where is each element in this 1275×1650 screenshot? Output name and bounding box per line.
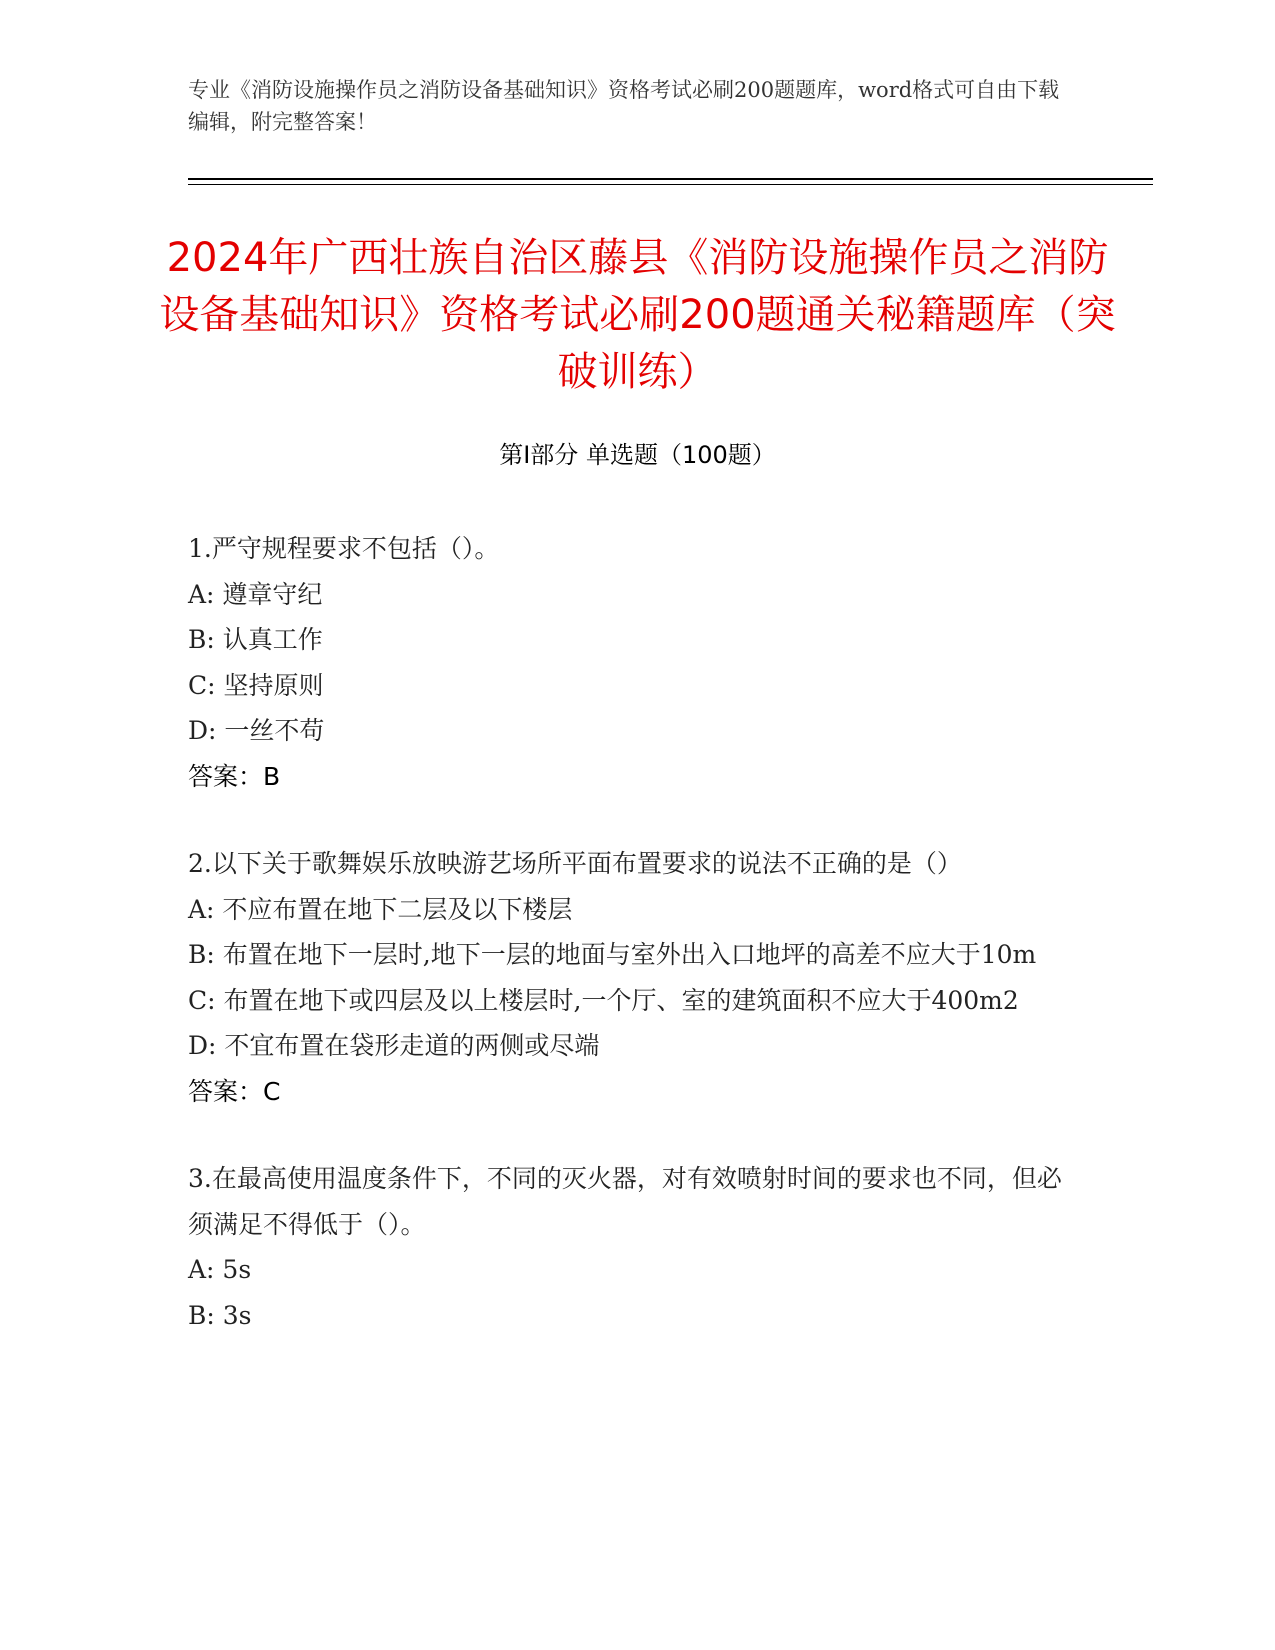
option-a: A: 遵章守纪 (188, 579, 323, 609)
question-list (188, 526, 1068, 1380)
question-2 (188, 841, 1068, 1114)
section-heading: 第Ⅰ部分 单选题（100题） (499, 441, 776, 469)
header-note: 专业《消防设施操作员之消防设备基础知识》资格考试必刷200题题库，word格式可自由下载编辑，附完整答案！ (188, 78, 1060, 134)
document-title: 2024年广西壮族自治区藤县《消防设施操作员之消防设备基础知识》资格考试必刷200题通关秘籍题库（突破训练） (159, 235, 1116, 395)
option-c: C: 坚持原则 (188, 670, 324, 700)
question-stem: 3.在最高使用温度条件下，不同的灭火器，对有效喷射时间的要求也不同，但必须满足不得低于（）。 (188, 1164, 1062, 1239)
question-1 (188, 526, 1068, 799)
question-stem: 1.严守规程要求不包括（）。 (188, 534, 500, 563)
header-rule-thin (188, 184, 1153, 185)
header-rule-thick (188, 178, 1153, 180)
question-3 (188, 1156, 1068, 1338)
option-a: A: 5s (188, 1255, 252, 1284)
question-stem: 2.以下关于歌舞娱乐放映游艺场所平面布置要求的说法不正确的是（） (188, 849, 962, 878)
answer: 答案：B (188, 761, 281, 791)
option-b: B: 3s (188, 1300, 252, 1330)
option-b: B: 认真工作 (188, 625, 323, 654)
option-d: D: 不宜布置在袋形走道的两侧或尽端 (188, 1031, 600, 1060)
option-b: B: 布置在地下一层时,地下一层的地面与室外出入口地坪的高差不应大于10m (188, 940, 1037, 969)
answer: 答案：C (188, 1076, 281, 1106)
option-c: C: 布置在地下或四层及以上楼层时,一个厅、室的建筑面积不应大于400m2 (188, 985, 1019, 1015)
option-d: D: 一丝不苟 (188, 716, 325, 745)
option-a: A: 不应布置在地下二层及以下楼层 (188, 894, 573, 924)
